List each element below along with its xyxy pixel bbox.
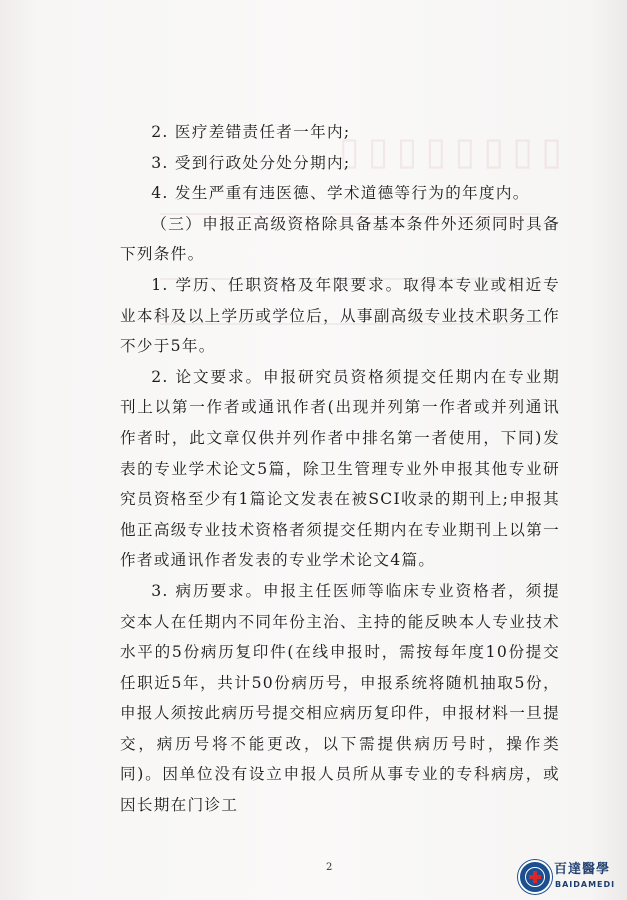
document-body — [120, 117, 560, 821]
paragraph: 1. 学历、任职资格及年限要求。取得本专业或相近专业本科及以上学历或学位后，从事副高级专业技术职务工作不少于5年。 — [120, 275, 560, 356]
watermark-logo — [518, 858, 624, 896]
paragraph: 3. 受到行政处分处分期内; — [151, 153, 351, 172]
paragraph: 2. 论文要求。申报研究员资格须提交任期内在专业期刊上以第一作者或通讯作者(出现并列第一作者或并列通讯作者时，此文章仅供并列作者中排名第一者使用，下同)发表的专业学术论文5篇，除卫生管理专业外申报其他专业研究员资格至少有1篇论文发表在被SCI收录的期刊上;申报其他正高级专业技术资格者须提交任期内在专业期刊上以第一作者或通讯作者发表的专业学术论文4篇。 — [120, 367, 560, 570]
paragraph: 2. 医疗差错责任者一年内; — [151, 123, 351, 141]
watermark-name-en: BAIDAMEDI — [555, 880, 616, 889]
medical-cross-icon — [518, 860, 552, 894]
watermark-name-cn: 百達醫學 — [554, 862, 611, 877]
bleed-through-header-shape: ▯▯▯▯▯▯▯▯ — [338, 128, 570, 173]
section-heading-paragraph: （三）申报正高级资格除具备基本条件外还须同时具备下列条件。 — [120, 214, 560, 264]
paragraph: 4. 发生严重有违医德、学术道德等行为的年度内。 — [151, 184, 530, 203]
paragraph: 3. 病历要求。申报主任医师等临床专业资格者，须提交本人在任期内不同年份主治、主持的能反映本人专业技术水平的5份病历复印件(在线申报时，需按每年度10份提交任职近5年，共计50份病历号，申报系统将随机抽取5份，申报人须按此病历号提交相应病历复印件，申报材料一旦提交，病历号将不能更改，以下需提供病历号时，操作类同)。因单位没有设立申报人员所从事专业的专科病房，或因长期在门诊工 — [120, 581, 560, 815]
page-number: 2 — [326, 862, 333, 873]
